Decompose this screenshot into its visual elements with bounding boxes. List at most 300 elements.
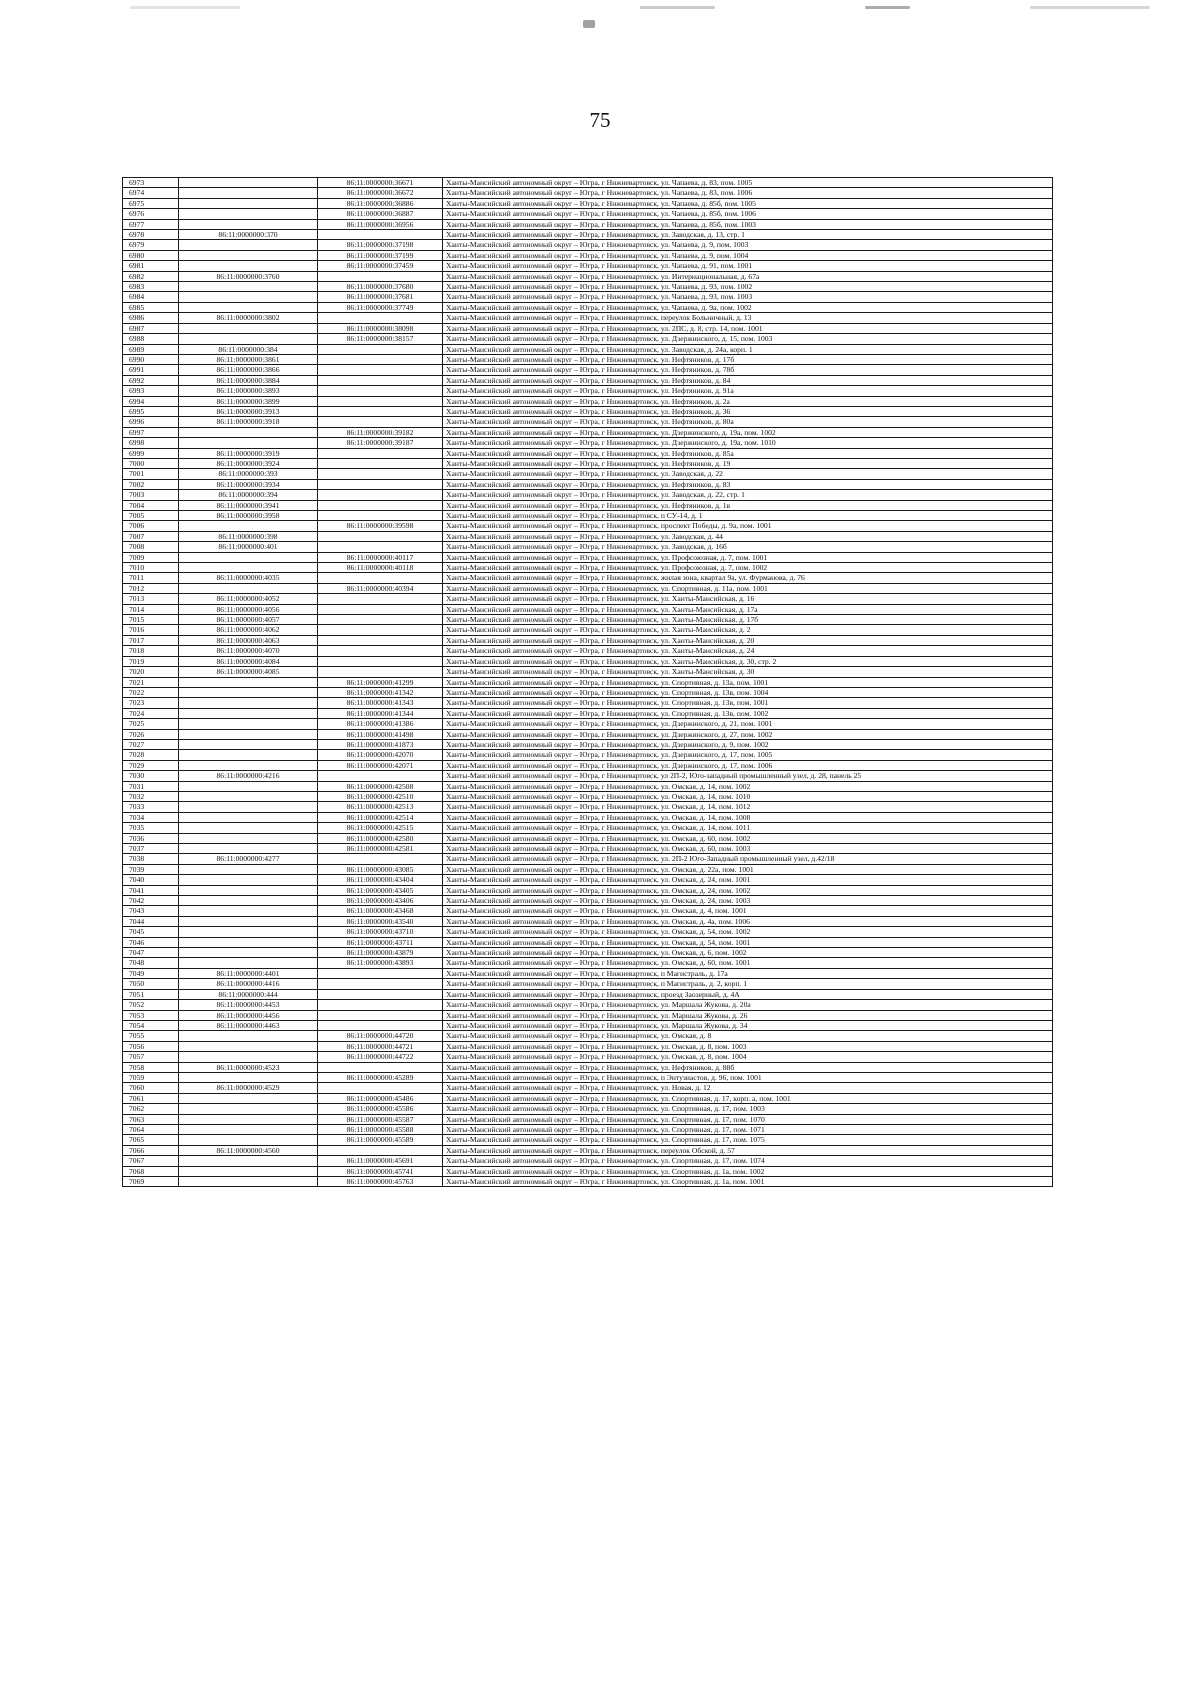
land-cadastral-number xyxy=(179,427,318,437)
land-cadastral-number: 86:11:0000000:3924 xyxy=(179,458,318,468)
address: Ханты-Мансийский автономный округ – Югра, г Нижневартовск, ул. Нефтяников, д. 36 xyxy=(443,406,1053,416)
address: Ханты-Мансийский автономный округ – Югра, г Нижневартовск, ул. Ханты-Мансийская, д. 24 xyxy=(443,646,1053,656)
row-number: 7011 xyxy=(123,573,179,583)
premises-cadastral-number xyxy=(318,854,443,864)
premises-cadastral-number: 86:11:0000000:41343 xyxy=(318,698,443,708)
land-cadastral-number: 86:11:0000000:3919 xyxy=(179,448,318,458)
table-row xyxy=(123,844,1053,854)
row-number: 6998 xyxy=(123,438,179,448)
table-row xyxy=(123,833,1053,843)
premises-cadastral-number xyxy=(318,458,443,468)
table-row xyxy=(123,1041,1053,1051)
table-row xyxy=(123,896,1053,906)
premises-cadastral-number: 86:11:0000000:42581 xyxy=(318,844,443,854)
premises-cadastral-number: 86:11:0000000:45587 xyxy=(318,1114,443,1124)
address: Ханты-Мансийский автономный округ – Югра, г Нижневартовск, ул. Нефтяников, д. 17б xyxy=(443,354,1053,364)
premises-cadastral-number xyxy=(318,230,443,240)
table-row xyxy=(123,1010,1053,1020)
premises-cadastral-number: 86:11:0000000:41344 xyxy=(318,708,443,718)
premises-cadastral-number: 86:11:0000000:43893 xyxy=(318,958,443,968)
premises-cadastral-number: 86:11:0000000:43085 xyxy=(318,864,443,874)
land-cadastral-number xyxy=(179,188,318,198)
row-number: 6987 xyxy=(123,323,179,333)
row-number: 7063 xyxy=(123,1114,179,1124)
premises-cadastral-number: 86:11:0000000:42070 xyxy=(318,750,443,760)
premises-cadastral-number: 86:11:0000000:37459 xyxy=(318,261,443,271)
premises-cadastral-number: 86:11:0000000:45289 xyxy=(318,1072,443,1082)
row-number: 6980 xyxy=(123,250,179,260)
land-cadastral-number: 86:11:0000000:4416 xyxy=(179,979,318,989)
table-row xyxy=(123,1156,1053,1166)
row-number: 7037 xyxy=(123,844,179,854)
table-row xyxy=(123,864,1053,874)
row-number: 7031 xyxy=(123,781,179,791)
row-number: 7009 xyxy=(123,552,179,562)
row-number: 7064 xyxy=(123,1124,179,1134)
address: Ханты-Мансийский автономный округ – Югра, г Нижневартовск, ул. Нефтяников, д. 88б xyxy=(443,1062,1053,1072)
row-number: 7046 xyxy=(123,937,179,947)
row-number: 7008 xyxy=(123,542,179,552)
premises-cadastral-number xyxy=(318,490,443,500)
premises-cadastral-number: 86:11:0000000:41498 xyxy=(318,729,443,739)
premises-cadastral-number: 86:11:0000000:43711 xyxy=(318,937,443,947)
table-row xyxy=(123,511,1053,521)
premises-cadastral-number xyxy=(318,396,443,406)
address: Ханты-Мансийский автономный округ – Югра, г Нижневартовск, переулок Больничный, д. 13 xyxy=(443,313,1053,323)
table-row xyxy=(123,583,1053,593)
land-cadastral-number: 86:11:0000000:444 xyxy=(179,989,318,999)
premises-cadastral-number: 86:11:0000000:43404 xyxy=(318,875,443,885)
premises-cadastral-number: 86:11:0000000:45589 xyxy=(318,1135,443,1145)
address: Ханты-Мансийский автономный округ – Югра, г Нижневартовск, ул. Дзержинского, д. 19а, пом. 1002 xyxy=(443,427,1053,437)
table-row xyxy=(123,1031,1053,1041)
row-number: 7004 xyxy=(123,500,179,510)
land-cadastral-number: 86:11:0000000:3913 xyxy=(179,406,318,416)
premises-cadastral-number: 86:11:0000000:42514 xyxy=(318,812,443,822)
table-row xyxy=(123,760,1053,770)
table-row xyxy=(123,927,1053,937)
address: Ханты-Мансийский автономный округ – Югра, г Нижневартовск, ул. Чапаева, д. 85б, пом. 1005 xyxy=(443,198,1053,208)
row-number: 7035 xyxy=(123,823,179,833)
premises-cadastral-number: 86:11:0000000:45691 xyxy=(318,1156,443,1166)
scan-artifact xyxy=(583,20,595,28)
land-cadastral-number xyxy=(179,1177,318,1187)
address: Ханты-Мансийский автономный округ – Югра, г Нижневартовск, ул. Чапаева, д. 9, пом. 1003 xyxy=(443,240,1053,250)
row-number: 7000 xyxy=(123,458,179,468)
premises-cadastral-number xyxy=(318,417,443,427)
address: Ханты-Мансийский автономный округ – Югра, г Нижневартовск, ул. Омская, д. 4, пом. 1001 xyxy=(443,906,1053,916)
premises-cadastral-number xyxy=(318,1062,443,1072)
premises-cadastral-number: 86:11:0000000:42515 xyxy=(318,823,443,833)
table-row xyxy=(123,1104,1053,1114)
table-row xyxy=(123,875,1053,885)
row-number: 7025 xyxy=(123,719,179,729)
table-row xyxy=(123,791,1053,801)
table-row xyxy=(123,1135,1053,1145)
table-row xyxy=(123,344,1053,354)
row-number: 6986 xyxy=(123,313,179,323)
row-number: 7039 xyxy=(123,864,179,874)
address: Ханты-Мансийский автономный округ – Югра, г Нижневартовск, ул. Чапаева, д. 91, пом. 1001 xyxy=(443,261,1053,271)
premises-cadastral-number xyxy=(318,635,443,645)
premises-cadastral-number xyxy=(318,469,443,479)
premises-cadastral-number: 86:11:0000000:42580 xyxy=(318,833,443,843)
land-cadastral-number xyxy=(179,781,318,791)
land-cadastral-number xyxy=(179,1104,318,1114)
row-number: 7029 xyxy=(123,760,179,770)
table-row xyxy=(123,292,1053,302)
land-cadastral-number: 86:11:0000000:4453 xyxy=(179,1000,318,1010)
row-number: 7065 xyxy=(123,1135,179,1145)
scan-artifact xyxy=(640,6,715,9)
land-cadastral-number: 86:11:0000000:4560 xyxy=(179,1145,318,1155)
address: Ханты-Мансийский автономный округ – Югра, г Нижневартовск, ул. Спортивная, д. 17, пом. 1074 xyxy=(443,1156,1053,1166)
table-row xyxy=(123,438,1053,448)
row-number: 7044 xyxy=(123,916,179,926)
premises-cadastral-number xyxy=(318,365,443,375)
land-cadastral-number: 86:11:0000000:4052 xyxy=(179,594,318,604)
premises-cadastral-number: 86:11:0000000:43406 xyxy=(318,896,443,906)
address: Ханты-Мансийский автономный округ – Югра, г Нижневартовск, ул. Дзержинского, д. 17, пом. 1006 xyxy=(443,760,1053,770)
row-number: 7019 xyxy=(123,656,179,666)
row-number: 7057 xyxy=(123,1052,179,1062)
table-row xyxy=(123,687,1053,697)
address: Ханты-Мансийский автономный округ – Югра, г Нижневартовск, п Энтузиастов, д. 96, пом. 1001 xyxy=(443,1072,1053,1082)
scan-artifact xyxy=(130,6,240,9)
row-number: 7033 xyxy=(123,802,179,812)
address: Ханты-Мансийский автономный округ – Югра, г Нижневартовск, ул 2П-2, Юго-западный промышленный узел, д. 28, панель 25 xyxy=(443,771,1053,781)
premises-cadastral-number xyxy=(318,448,443,458)
address: Ханты-Мансийский автономный округ – Югра, г Нижневартовск, ул. Омская, д. 8 xyxy=(443,1031,1053,1041)
premises-cadastral-number: 86:11:0000000:44722 xyxy=(318,1052,443,1062)
table-row xyxy=(123,719,1053,729)
land-cadastral-number xyxy=(179,1124,318,1134)
address: Ханты-Мансийский автономный округ – Югра, г Нижневартовск, ул. Ханты-Мансийская, д. 30, стр. 2 xyxy=(443,656,1053,666)
row-number: 7015 xyxy=(123,615,179,625)
table-row xyxy=(123,282,1053,292)
row-number: 7012 xyxy=(123,583,179,593)
table-row xyxy=(123,979,1053,989)
premises-cadastral-number: 86:11:0000000:36956 xyxy=(318,219,443,229)
table-row xyxy=(123,802,1053,812)
table-row xyxy=(123,646,1053,656)
land-cadastral-number: 86:11:0000000:3861 xyxy=(179,354,318,364)
land-cadastral-number xyxy=(179,906,318,916)
premises-cadastral-number: 86:11:0000000:39598 xyxy=(318,521,443,531)
table-row xyxy=(123,542,1053,552)
premises-cadastral-number xyxy=(318,1083,443,1093)
table-row xyxy=(123,250,1053,260)
address: Ханты-Мансийский автономный округ – Югра, г Нижневартовск, ул. Омская, д. 14, пом. 1010 xyxy=(443,791,1053,801)
register-table-body xyxy=(123,178,1053,1187)
address: Ханты-Мансийский автономный округ – Югра, г Нижневартовск, ул. Ханты-Мансийская, д. 2 xyxy=(443,625,1053,635)
premises-cadastral-number: 86:11:0000000:37198 xyxy=(318,240,443,250)
premises-cadastral-number xyxy=(318,968,443,978)
table-row xyxy=(123,552,1053,562)
address: Ханты-Мансийский автономный округ – Югра, г Нижневартовск, ул. Маршала Жукова, д. 26 xyxy=(443,1010,1053,1020)
table-row xyxy=(123,698,1053,708)
row-number: 7048 xyxy=(123,958,179,968)
land-cadastral-number xyxy=(179,250,318,260)
row-number: 6996 xyxy=(123,417,179,427)
land-cadastral-number: 86:11:0000000:3958 xyxy=(179,511,318,521)
address: Ханты-Мансийский автономный округ – Югра, г Нижневартовск, ул. Омская, д. 24, пом. 1001 xyxy=(443,875,1053,885)
premises-cadastral-number xyxy=(318,313,443,323)
premises-cadastral-number: 86:11:0000000:41873 xyxy=(318,739,443,749)
land-cadastral-number: 86:11:0000000:4056 xyxy=(179,604,318,614)
table-row xyxy=(123,188,1053,198)
land-cadastral-number xyxy=(179,864,318,874)
premises-cadastral-number: 86:11:0000000:44720 xyxy=(318,1031,443,1041)
address: Ханты-Мансийский автономный округ – Югра, г Нижневартовск, ул. Спортивная, д. 17, корп. а, пом. 1001 xyxy=(443,1093,1053,1103)
row-number: 7005 xyxy=(123,511,179,521)
table-row xyxy=(123,1166,1053,1176)
land-cadastral-number xyxy=(179,521,318,531)
premises-cadastral-number: 86:11:0000000:36671 xyxy=(318,178,443,188)
table-row xyxy=(123,948,1053,958)
land-cadastral-number: 86:11:0000000:3802 xyxy=(179,313,318,323)
address: Ханты-Мансийский автономный округ – Югра, г Нижневартовск, ул. Заводская, д. 13, стр. 1 xyxy=(443,230,1053,240)
premises-cadastral-number xyxy=(318,646,443,656)
land-cadastral-number xyxy=(179,1052,318,1062)
premises-cadastral-number: 86:11:0000000:37680 xyxy=(318,282,443,292)
table-row xyxy=(123,594,1053,604)
land-cadastral-number xyxy=(179,302,318,312)
land-cadastral-number xyxy=(179,198,318,208)
premises-cadastral-number xyxy=(318,989,443,999)
row-number: 7018 xyxy=(123,646,179,656)
land-cadastral-number xyxy=(179,948,318,958)
premises-cadastral-number: 86:11:0000000:43405 xyxy=(318,885,443,895)
premises-cadastral-number: 86:11:0000000:38098 xyxy=(318,323,443,333)
table-row xyxy=(123,458,1053,468)
premises-cadastral-number: 86:11:0000000:38157 xyxy=(318,334,443,344)
premises-cadastral-number: 86:11:0000000:43540 xyxy=(318,916,443,926)
premises-cadastral-number: 86:11:0000000:37681 xyxy=(318,292,443,302)
premises-cadastral-number: 86:11:0000000:45486 xyxy=(318,1093,443,1103)
address: Ханты-Мансийский автономный округ – Югра, г Нижневартовск, ул. Заводская, д. 22 xyxy=(443,469,1053,479)
premises-cadastral-number: 86:11:0000000:36887 xyxy=(318,209,443,219)
table-row xyxy=(123,1177,1053,1187)
address: Ханты-Мансийский автономный округ – Югра, г Нижневартовск, проспект Победы, д. 9а, пом. 1001 xyxy=(443,521,1053,531)
land-cadastral-number: 86:11:0000000:4523 xyxy=(179,1062,318,1072)
address: Ханты-Мансийский автономный округ – Югра, г Нижневартовск, ул. Омская, д. 8, пом. 1003 xyxy=(443,1041,1053,1051)
address: Ханты-Мансийский автономный округ – Югра, г Нижневартовск, ул. Омская, д. 4а, пом. 1006 xyxy=(443,916,1053,926)
land-cadastral-number xyxy=(179,687,318,697)
land-cadastral-number: 86:11:0000000:393 xyxy=(179,469,318,479)
row-number: 6977 xyxy=(123,219,179,229)
address: Ханты-Мансийский автономный округ – Югра, г Нижневартовск, ул. Спортивная, д. 13в, пом. 1002 xyxy=(443,708,1053,718)
land-cadastral-number xyxy=(179,1072,318,1082)
premises-cadastral-number: 86:11:0000000:42071 xyxy=(318,760,443,770)
cadastral-register-table xyxy=(122,177,1053,1187)
land-cadastral-number: 86:11:0000000:3893 xyxy=(179,386,318,396)
row-number: 7062 xyxy=(123,1104,179,1114)
table-row xyxy=(123,334,1053,344)
address: Ханты-Мансийский автономный округ – Югра, г Нижневартовск, переулок Обской, д. 57 xyxy=(443,1145,1053,1155)
address: Ханты-Мансийский автономный округ – Югра, г Нижневартовск, ул. Омская, д. 60, пом. 1003 xyxy=(443,844,1053,854)
address: Ханты-Мансийский автономный округ – Югра, г Нижневартовск, ул. Чапаева, д. 83, пом. 1005 xyxy=(443,178,1053,188)
premises-cadastral-number xyxy=(318,771,443,781)
row-number: 7032 xyxy=(123,791,179,801)
land-cadastral-number xyxy=(179,261,318,271)
scan-artifact xyxy=(1030,6,1150,9)
row-number: 6997 xyxy=(123,427,179,437)
table-row xyxy=(123,365,1053,375)
premises-cadastral-number xyxy=(318,375,443,385)
premises-cadastral-number xyxy=(318,667,443,677)
premises-cadastral-number: 86:11:0000000:42508 xyxy=(318,781,443,791)
land-cadastral-number xyxy=(179,552,318,562)
land-cadastral-number: 86:11:0000000:4057 xyxy=(179,615,318,625)
premises-cadastral-number: 86:11:0000000:36886 xyxy=(318,198,443,208)
land-cadastral-number xyxy=(179,292,318,302)
premises-cadastral-number: 86:11:0000000:45763 xyxy=(318,1177,443,1187)
address: Ханты-Мансийский автономный округ – Югра, г Нижневартовск, ул. Маршала Жукова, д. 34 xyxy=(443,1020,1053,1030)
row-number: 6973 xyxy=(123,178,179,188)
land-cadastral-number xyxy=(179,812,318,822)
row-number: 7003 xyxy=(123,490,179,500)
land-cadastral-number: 86:11:0000000:4529 xyxy=(179,1083,318,1093)
row-number: 7043 xyxy=(123,906,179,916)
premises-cadastral-number xyxy=(318,479,443,489)
address: Ханты-Мансийский автономный округ – Югра, г Нижневартовск, ул. 2ПС, д. 8, стр. 14, пом. 1001 xyxy=(443,323,1053,333)
land-cadastral-number xyxy=(179,583,318,593)
land-cadastral-number xyxy=(179,937,318,947)
row-number: 7020 xyxy=(123,667,179,677)
row-number: 7067 xyxy=(123,1156,179,1166)
table-row xyxy=(123,1062,1053,1072)
premises-cadastral-number xyxy=(318,625,443,635)
land-cadastral-number: 86:11:0000000:4070 xyxy=(179,646,318,656)
table-row xyxy=(123,178,1053,188)
table-row xyxy=(123,739,1053,749)
address: Ханты-Мансийский автономный округ – Югра, г Нижневартовск, ул. Чапаева, д. 9а, пом. 1002 xyxy=(443,302,1053,312)
row-number: 7022 xyxy=(123,687,179,697)
address: Ханты-Мансийский автономный округ – Югра, г Нижневартовск, ул. Спортивная, д. 1а, пом. 1001 xyxy=(443,1177,1053,1187)
table-row xyxy=(123,1145,1053,1155)
address: Ханты-Мансийский автономный округ – Югра, г Нижневартовск, ул. Спортивная, д. 13а, пом. 1001 xyxy=(443,677,1053,687)
land-cadastral-number: 86:11:0000000:4456 xyxy=(179,1010,318,1020)
land-cadastral-number xyxy=(179,750,318,760)
row-number: 7006 xyxy=(123,521,179,531)
land-cadastral-number: 86:11:0000000:4084 xyxy=(179,656,318,666)
address: Ханты-Мансийский автономный округ – Югра, г Нижневартовск, ул. Дзержинского, д. 9, пом. 1002 xyxy=(443,739,1053,749)
table-row xyxy=(123,916,1053,926)
address: Ханты-Мансийский автономный округ – Югра, г Нижневартовск, ул. Нефтяников, д. 19 xyxy=(443,458,1053,468)
table-row xyxy=(123,771,1053,781)
address: Ханты-Мансийский автономный округ – Югра, г Нижневартовск, ул. Спортивная, д. 13в, пом. 1004 xyxy=(443,687,1053,697)
address: Ханты-Мансийский автономный округ – Югра, г Нижневартовск, ул. Спортивная, д. 17, пом. 1070 xyxy=(443,1114,1053,1124)
premises-cadastral-number: 86:11:0000000:43468 xyxy=(318,906,443,916)
page-number: 75 xyxy=(589,108,611,132)
row-number: 6991 xyxy=(123,365,179,375)
row-number: 7017 xyxy=(123,635,179,645)
table-row xyxy=(123,989,1053,999)
row-number: 6990 xyxy=(123,354,179,364)
address: Ханты-Мансийский автономный округ – Югра, г Нижневартовск, ул. Спортивная, д. 13в, пом. 1001 xyxy=(443,698,1053,708)
table-row xyxy=(123,209,1053,219)
row-number: 6983 xyxy=(123,282,179,292)
address: Ханты-Мансийский автономный округ – Югра, г Нижневартовск, жилая зона, квартал 9а, ул. Фурманова, д. 76 xyxy=(443,573,1053,583)
address: Ханты-Мансийский автономный округ – Югра, г Нижневартовск, ул. Чапаева, д. 93, пом. 1003 xyxy=(443,292,1053,302)
premises-cadastral-number xyxy=(318,500,443,510)
premises-cadastral-number xyxy=(318,1020,443,1030)
row-number: 7045 xyxy=(123,927,179,937)
address: Ханты-Мансийский автономный округ – Югра, г Нижневартовск, ул. Омская, д. 24, пом. 1003 xyxy=(443,896,1053,906)
address: Ханты-Мансийский автономный округ – Югра, г Нижневартовск, ул. Омская, д. 14, пом. 1011 xyxy=(443,823,1053,833)
land-cadastral-number: 86:11:0000000:3899 xyxy=(179,396,318,406)
row-number: 6989 xyxy=(123,344,179,354)
address: Ханты-Мансийский автономный округ – Югра, г Нижневартовск, ул. Спортивная, д. 17, пом. 1071 xyxy=(443,1124,1053,1134)
land-cadastral-number xyxy=(179,760,318,770)
table-row xyxy=(123,812,1053,822)
table-row xyxy=(123,677,1053,687)
table-row xyxy=(123,323,1053,333)
table-row xyxy=(123,823,1053,833)
row-number: 6994 xyxy=(123,396,179,406)
table-row xyxy=(123,521,1053,531)
row-number: 7059 xyxy=(123,1072,179,1082)
table-row xyxy=(123,563,1053,573)
address: Ханты-Мансийский автономный округ – Югра, г Нижневартовск, ул. Ханты-Мансийская, д. 17а xyxy=(443,604,1053,614)
land-cadastral-number xyxy=(179,729,318,739)
row-number: 7001 xyxy=(123,469,179,479)
table-row xyxy=(123,667,1053,677)
premises-cadastral-number: 86:11:0000000:37199 xyxy=(318,250,443,260)
address: Ханты-Мансийский автономный округ – Югра, г Нижневартовск, ул. Омская, д. 14, пом. 1008 xyxy=(443,812,1053,822)
table-row xyxy=(123,854,1053,864)
row-number: 7016 xyxy=(123,625,179,635)
address: Ханты-Мансийский автономный округ – Югра, г Нижневартовск, ул. Омская, д. 14, пом. 1002 xyxy=(443,781,1053,791)
table-row xyxy=(123,1114,1053,1124)
premises-cadastral-number xyxy=(318,406,443,416)
premises-cadastral-number xyxy=(318,1010,443,1020)
address: Ханты-Мансийский автономный округ – Югра, г Нижневартовск, ул. Заводская, д. 44 xyxy=(443,531,1053,541)
land-cadastral-number xyxy=(179,677,318,687)
table-row xyxy=(123,1020,1053,1030)
land-cadastral-number: 86:11:0000000:3918 xyxy=(179,417,318,427)
land-cadastral-number: 86:11:0000000:4062 xyxy=(179,625,318,635)
row-number: 7060 xyxy=(123,1083,179,1093)
premises-cadastral-number xyxy=(318,386,443,396)
land-cadastral-number xyxy=(179,1041,318,1051)
table-row xyxy=(123,271,1053,281)
table-row xyxy=(123,1093,1053,1103)
address: Ханты-Мансийский автономный округ – Югра, г Нижневартовск, ул. Заводская, д. 22, стр. 1 xyxy=(443,490,1053,500)
table-row xyxy=(123,375,1053,385)
premises-cadastral-number: 86:11:0000000:37749 xyxy=(318,302,443,312)
table-row xyxy=(123,625,1053,635)
row-number: 6974 xyxy=(123,188,179,198)
table-row xyxy=(123,937,1053,947)
premises-cadastral-number: 86:11:0000000:45586 xyxy=(318,1104,443,1114)
row-number: 7030 xyxy=(123,771,179,781)
premises-cadastral-number: 86:11:0000000:40394 xyxy=(318,583,443,593)
row-number: 6984 xyxy=(123,292,179,302)
land-cadastral-number: 86:11:0000000:4035 xyxy=(179,573,318,583)
address: Ханты-Мансийский автономный округ – Югра, г Нижневартовск, ул. Нефтяников, д. 84 xyxy=(443,375,1053,385)
row-number: 7050 xyxy=(123,979,179,989)
land-cadastral-number: 86:11:0000000:401 xyxy=(179,542,318,552)
premises-cadastral-number: 86:11:0000000:45588 xyxy=(318,1124,443,1134)
premises-cadastral-number xyxy=(318,1000,443,1010)
row-number: 7024 xyxy=(123,708,179,718)
table-row xyxy=(123,1000,1053,1010)
land-cadastral-number: 86:11:0000000:398 xyxy=(179,531,318,541)
row-number: 7027 xyxy=(123,739,179,749)
row-number: 6993 xyxy=(123,386,179,396)
